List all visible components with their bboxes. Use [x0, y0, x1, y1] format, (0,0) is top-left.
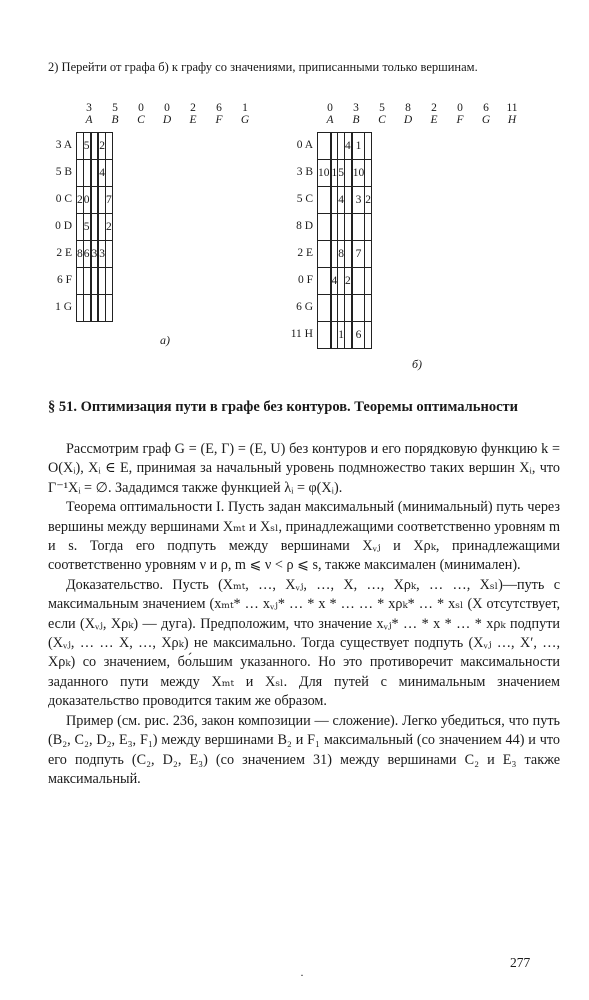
matrix-cell: 3: [99, 241, 106, 268]
matrix-cell: 4: [338, 187, 345, 214]
column-weight: 8: [405, 102, 411, 114]
matrix-cell: 2: [99, 133, 106, 160]
row-label: 2 E: [56, 247, 72, 259]
column-vertex: G: [240, 114, 250, 126]
matrix-cell: 10: [352, 160, 365, 187]
matrix-cell: [318, 187, 331, 214]
column-weight: 11: [506, 102, 518, 114]
table-row: [318, 268, 372, 295]
row-label: 0 D: [55, 220, 72, 232]
column-weight: 0: [138, 102, 144, 114]
matrix-cell: [365, 133, 372, 160]
table-row: [77, 241, 113, 268]
column-weight: 6: [216, 102, 222, 114]
matrix-cell: 5: [338, 160, 345, 187]
matrix-cell: [91, 295, 98, 322]
column-vertex: F: [456, 114, 464, 126]
table-row: [77, 268, 113, 295]
matrix-cell: 4: [345, 133, 352, 160]
matrix-cell: 6: [83, 241, 90, 268]
column-vertex: F: [215, 114, 223, 126]
matrix-cell: [365, 160, 372, 187]
matrix-cell: [83, 160, 90, 187]
matrix-a-grid: [76, 132, 113, 322]
matrix-cell: 6: [352, 322, 365, 349]
matrix-cell: [77, 133, 84, 160]
column-vertex: A: [85, 114, 93, 126]
row-label: 0 A: [296, 139, 313, 151]
table-row: [318, 241, 372, 268]
column-weight: 1: [242, 102, 248, 114]
column-vertex: B: [352, 114, 360, 126]
matrix-a-col-header: [180, 102, 206, 126]
row-label: 6 F: [56, 274, 72, 286]
matrix-cell: 1: [331, 160, 338, 187]
matrix-cell: [331, 241, 338, 268]
row-label: 5 C: [296, 193, 313, 205]
matrix-cell: [352, 268, 365, 295]
matrix-cell: 8: [77, 241, 84, 268]
paragraph-example: Пример (см. рис. 236, закон композиции — сложение). Легко убедиться, что путь (B₂, C₂, D₂, E₃, F₁) между вершинами B₂ и F₁ максимальный (со значением 44) и что его подпуть (C₂, D₂, E₃) (со значением 31) между вершинами C₂ и E₃ также максимальный.: [48, 712, 560, 787]
matrix-cell: [331, 187, 338, 214]
column-vertex: C: [137, 114, 145, 126]
row-label: 3 B: [296, 166, 313, 178]
matrix-cell: 7: [106, 187, 113, 214]
matrix-cell: [106, 268, 113, 295]
paragraph-theorem: Теорема оптимальности I. Пусть задан максимальный (минимальный) путь через вершины между вершинами Xₘₜ и Xₛₗ, принадлежащими соответственно уровням m и s. Тогда его подпуть между вершинами Xᵥⱼ и Xρₖ, принадлежащими соответственно уровням ν и ρ, m ⩽ ν < ρ ⩽ s, также максимален (минимален).: [48, 499, 560, 574]
matrix-cell: 2: [106, 214, 113, 241]
column-weight: 2: [431, 102, 437, 114]
matrix-cell: 3: [352, 187, 365, 214]
matrix-cell: [365, 214, 372, 241]
matrix-b-col-header: [369, 102, 395, 126]
matrix-cell: [318, 214, 331, 241]
row-label: 1 G: [55, 301, 72, 313]
matrix-cell: [77, 295, 84, 322]
matrix-b-caption: б): [412, 357, 423, 371]
matrix-cell: [331, 214, 338, 241]
column-vertex: G: [481, 114, 491, 126]
matrix-cell: [77, 268, 84, 295]
matrix-cell: [338, 214, 345, 241]
matrix-cell: 3: [91, 241, 98, 268]
table-row: [318, 322, 372, 349]
matrix-cell: [91, 133, 98, 160]
paragraph-1: Рассмотрим граф G = (E, Г) = (E, U) без контуров и его порядковую функцию k = O(Xᵢ), Xᵢ ∈ E, принимая за начальный уровень подмножество таких вершин Xᵢ, что Г⁻¹Xᵢ = ∅. Зададимся также функцией λᵢ = φ(Xᵢ).: [48, 441, 560, 496]
matrix-cell: 0: [83, 187, 90, 214]
section-title: § 51. Оптимизация пути в графе без контуров. Теоремы оптимальности: [48, 399, 518, 415]
matrix-cell: [106, 295, 113, 322]
matrix-cell: [77, 214, 84, 241]
matrix-cell: [365, 241, 372, 268]
matrix-cell: 4: [99, 160, 106, 187]
matrix-a-col-header: [102, 102, 128, 126]
matrix-b-col-header: [499, 102, 525, 126]
table-row: [318, 133, 372, 160]
matrix-cell: [338, 268, 345, 295]
matrix-cell: 2: [77, 187, 84, 214]
matrix-cell: [99, 214, 106, 241]
matrix-cell: 7: [352, 241, 365, 268]
row-label: 3 A: [55, 139, 72, 151]
matrix-a-col-header: [232, 102, 258, 126]
matrix-cell: 1: [338, 322, 345, 349]
column-vertex: E: [430, 114, 438, 126]
matrix-cell: [91, 160, 98, 187]
row-label: 11 H: [290, 328, 313, 340]
matrix-cell: [83, 268, 90, 295]
column-vertex: H: [507, 114, 517, 126]
table-row: [318, 214, 372, 241]
table-row: [77, 214, 113, 241]
table-row: [318, 160, 372, 187]
matrix-cell: [318, 322, 331, 349]
matrix-a-col-header: [206, 102, 232, 126]
matrix-cell: [99, 295, 106, 322]
column-vertex: C: [378, 114, 386, 126]
matrix-cell: [365, 322, 372, 349]
matrix-b-grid: [317, 132, 372, 349]
column-weight: 5: [379, 102, 385, 114]
column-vertex: E: [189, 114, 197, 126]
matrix-cell: [106, 241, 113, 268]
column-vertex: B: [111, 114, 119, 126]
matrix-b-col-header: [317, 102, 343, 126]
row-label: 2 E: [297, 247, 313, 259]
matrix-cell: [318, 295, 331, 322]
matrix-cell: [331, 295, 338, 322]
matrix-cell: [83, 295, 90, 322]
matrix-cell: [99, 187, 106, 214]
row-label: 0 F: [297, 274, 313, 286]
column-weight: 3: [353, 102, 359, 114]
matrix-cell: [352, 214, 365, 241]
matrix-cell: [318, 133, 331, 160]
column-weight: 0: [164, 102, 170, 114]
matrix-cell: 2: [345, 268, 352, 295]
matrix-b-col-header: [421, 102, 447, 126]
matrix-cell: [91, 268, 98, 295]
matrix-cell: [345, 187, 352, 214]
matrix-cell: 5: [83, 214, 90, 241]
matrix-b-col-header: [447, 102, 473, 126]
column-weight: 5: [112, 102, 118, 114]
stray-dot: ·: [300, 968, 304, 982]
matrix-cell: [91, 187, 98, 214]
matrix-b-col-header: [395, 102, 421, 126]
matrix-a-col-header: [128, 102, 154, 126]
matrix-cell: [99, 268, 106, 295]
matrix-cell: [91, 214, 98, 241]
table-row: [77, 295, 113, 322]
matrix-b-col-header: [343, 102, 369, 126]
matrix-cell: 1: [352, 133, 365, 160]
matrix-cell: [365, 295, 372, 322]
column-vertex: A: [326, 114, 334, 126]
column-vertex: D: [403, 114, 413, 126]
matrix-a-col-header: [76, 102, 102, 126]
matrix-cell: [352, 295, 365, 322]
paragraph-proof: Доказательство. Пусть (Xₘₜ, …, Xᵥⱼ, …, X, …, Xρₖ, … …, Xₛₗ)—путь с максимальным значением (xₘₜ* … xᵥⱼ* … * x * … … * xρₖ* … * xₛₗ (X отсутствует, если (Xᵥⱼ, Xρₖ) — дуга). Предположим, что значение xᵥⱼ* … * x * … * xρₖ подпути (Xᵥⱼ, … … X, …, Xρₖ) не максимально. Тогда существует подпуть (Xᵥⱼ …, X′, …, Xρₖ) со значением, бо́льшим указанного. Но это противоречит максимальности заданного пути между Xₘₜ и Xₛₗ. Для путей с минимальным значением доказательство проводится таким же образом.: [48, 576, 560, 710]
matrix-cell: [77, 160, 84, 187]
column-vertex: D: [162, 114, 172, 126]
column-weight: 6: [483, 102, 489, 114]
matrix-cell: 2: [365, 187, 372, 214]
matrix-cell: [331, 133, 338, 160]
table-row: [77, 187, 113, 214]
matrix-cell: 4: [331, 268, 338, 295]
matrix-cell: [318, 241, 331, 268]
matrix-cell: [345, 160, 352, 187]
column-weight: 2: [190, 102, 196, 114]
column-weight: 0: [327, 102, 333, 114]
table-row: [77, 133, 113, 160]
page-number: 277: [510, 955, 531, 970]
matrix-cell: [345, 322, 352, 349]
intro-text: 2) Перейти от графа б) к графу со значениями, приписанными только вершинам.: [48, 60, 478, 74]
body-text: [48, 440, 560, 789]
matrix-cell: [338, 295, 345, 322]
matrix-cell: [331, 322, 338, 349]
matrix-a-col-header: [154, 102, 180, 126]
table-row: [318, 295, 372, 322]
table-row: [77, 160, 113, 187]
matrix-cell: [106, 133, 113, 160]
matrix-cell: [365, 268, 372, 295]
matrix-b-col-header: [473, 102, 499, 126]
matrix-cell: [318, 268, 331, 295]
row-label: 6 G: [296, 301, 313, 313]
matrix-cell: 8: [338, 241, 345, 268]
matrix-cell: 10: [318, 160, 331, 187]
row-label: 5 B: [55, 166, 72, 178]
matrix-cell: [345, 241, 352, 268]
row-label: 8 D: [296, 220, 313, 232]
matrix-cell: [345, 214, 352, 241]
table-row: [318, 187, 372, 214]
matrix-cell: [106, 160, 113, 187]
matrix-cell: [338, 133, 345, 160]
column-weight: 0: [457, 102, 463, 114]
row-label: 0 C: [55, 193, 72, 205]
matrix-a-caption: а): [160, 333, 170, 347]
column-weight: 3: [86, 102, 92, 114]
matrix-cell: 5: [83, 133, 90, 160]
matrix-cell: [345, 295, 352, 322]
